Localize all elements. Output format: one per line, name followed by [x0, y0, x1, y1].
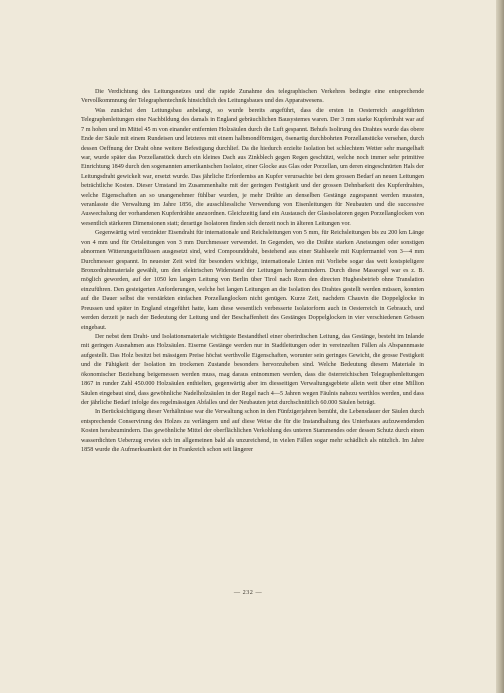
paragraph-5: In Berücksichtigung dieser Verhältnisse war die Verwaltung schon in den Fünfzigerjahren bemüht, die Lebensdauer der Säulen durch entsprechende Conservirung des Holzes zu verlängern und auf diese Weise die für die Instandhaltung des Unterbaues aufzuwendenden Kosten herabzumindern. Das gewöhnliche Mittel der oberflächlichen Verkohlung des unteren Stammendes oder dessen Schutz durch einen wasserdichten Ueberzug erwies sich im allgemeinen bald als unzureichend, in vielen Fällen sogar mehr schädlich als nützlich. Im Jahre 1858 wurde die Aufmerksamkeit der in Frankreich schon seit längerer — [81, 409, 424, 454]
paragraph-2: Was zunächst den Leitungsbau anbelangt, so wurde bereits angeführt, dass die ersten in Oesterreich ausgeführten Telegraphenleitungen eine Nachbildung des damals in England gebräuchlichen Bausystemes waren. Der 3 mm starke Kupferdraht war auf 7 m hohen und im Mittel 45 m von einander entfernten Holzsäulen durch die Luft gespannt. Behufs Isolirung des Drahtes wurde das obere Ende der Säule mit einem Rundeisen und letzteres mit einem halbmondförmigen, ösenartig durchbohrten Porzellanstücke versehen, durch dessen Oeffnung der Draht ohne weitere Befestigung durchlief. Da die hiedurch erzielte Isolation bei schlechtem Wetter sehr mangelhaft war, wurde später das Porzellanstück durch ein kleines Dach aus Zinkblech gegen Regen geschützt, welche noch immer sehr primitive Einrichtung 1849 durch den sogenannten amerikanischen Isolator, einer Glocke aus Glas oder Porzellan, um deren eingeschnürten Hals der Leitungsdraht gewickelt war, ersetzt wurde. Das jährliche Erforderniss an Kupfer verursachte bei dem grossen Bedarf an neuen Leitungen beträchtliche Kosten. Dieser Umstand im Zusammenhalte mit der geringen Festigkeit und der grossen Dehnbarkeit des Kupferdrahtes, welche Eigenschaften an so unangenehmer fühlbar wurden, je mehr Drähte an denselben Gestänge zugespannt werden mussten, veranlasste die Verwaltung im Jahre 1856, die ausschliessliche Verwendung von Eisenleitungen für Neubauten und die successive Auswechslung der vorhandenen Kupferdrähte anzuordnen. Gleichzeitig fand ein Austausch der Glasisolatoren gegen Porzellanglocken von wesentlich stärkeren Dimensionen statt; derartige Isolatoren finden sich derzeit noch in älteren Leitungen vor. — [81, 107, 424, 227]
paragraph-1: Die Verdichtung des Leitungsnetzes und die rapide Zunahme des telegraphischen Verkehres bedingte eine entsprechende Vervollkommnung der Telegraphentechnik hinsichtlich des Leitungsbaues und des Apparatwesens. — [81, 89, 424, 105]
paragraph-3: Gegenwärtig wird verzinkter Eisendraht für internationale und Reichsleitungen von 5 mm, für Reichsleitungen bis zu 200 km Länge von 4 mm und für Ortsleitungen von 3 mm Durchmesser verwendet. In Gegenden, wo die Drähte starken Aneisungen oder sonstigen abnormen Witterungseinflüssen ausgesetzt sind, wird Compounddraht, bestehend aus einer Stahlseele mit Kupfermantel von 3—4 mm Durchmesser gespannt. In neuester Zeit wird für besonders wichtige, internationale Linien mit Vorliebe sogar das weit kostspieligere Bronzedrahtmateriale gewählt, um den elektrischen Widerstand der Leitungen herabzumindern. Durch diese Massregel war es z. B. möglich geworden, auf der 1050 km langen Leitung von Berlin über Tirol nach Rom den directen Hughesbetrieb ohne Translation einzuführen. Den gesteigerten Anforderungen, welche bei langen Leitungen an die Isolation des Drahtes gestellt werden müssen, konnten auf die Dauer selbst die verstärkten einfachen Porzellanglocken nicht genügen. Kurze Zeit, nachdem Chauvin die Doppelglocke in Preussen und später in England eingeführt hatte, kam diese wesentlich verbesserte Isolatorform auch in Oesterreich in Gebrauch, und werden derzeit je nach der Bedeutung der Leitung und der Beschaffenheit des Gestänges Doppelglocken in vier verschiedenen Grössen eingebaut. — [81, 230, 424, 331]
paragraph-4: Der nebst dem Draht- und Isolationsmateriale wichtigste Bestandtheil einer oberirdischen Leitung, das Gestänge, besteht im Inlande mit geringen Ausnahmen aus Holzsäulen. Eiserne Gestänge werden nur in Stadtleitungen oder in vereinzelten Fällen als Abspannmaste aufgestellt. Das Holz besitzt bei mässigem Preise höchst werthvolle Eigenschaften, worunter sein geringes Gewicht, die grosse Festigkeit und die Fähigkeit der Isolation im trockenen Zustande besonders hervorzuheben sind. Welche Bedeutung diesem Materiale in ökonomischer Beziehung beigemessen werden muss, mag daraus entnommen werden, dass die österreichischen Telegraphenleitungen 1867 in runder Zahl 450.000 Holzsäulen enthielten, gegenwärtig aber im diesseitigen Verwaltungsgebiete allein weit über eine Million Säulen eingebaut sind, dass gewöhnliche Nadelholzsäulen in der Regel nach 4—5 Jahren wegen Fäulnis nahezu werthlos werden, und dass der jährliche Bedarf infolge des regelmässigen Abfalles und der Neubauten jetzt durchschnittlich 60.000 Säulen beträgt. — [81, 333, 424, 406]
page-number: — 232 — — [233, 589, 263, 596]
body-text — [81, 88, 424, 455]
page-edge — [496, 0, 504, 693]
